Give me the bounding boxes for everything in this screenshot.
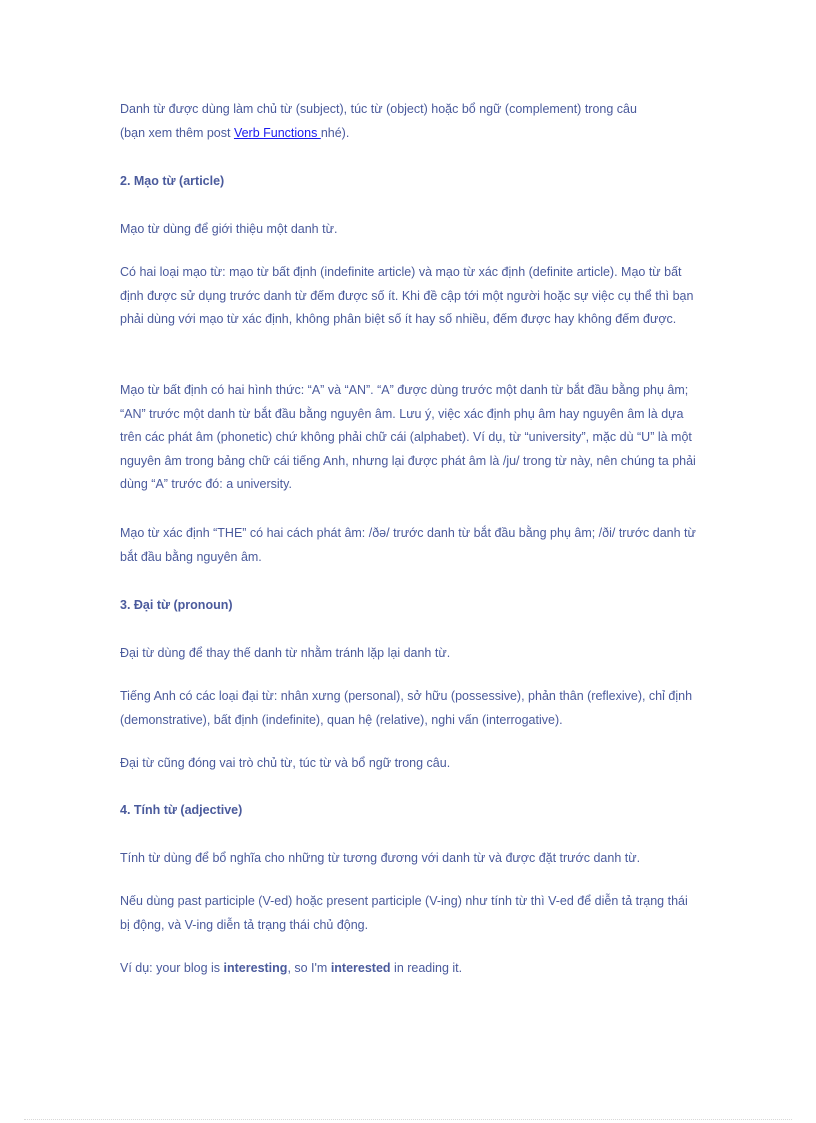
article-paragraph-1 [120,218,700,242]
adjective-p1: Tính từ dùng để bổ nghĩa cho những từ tương đương với danh từ và được đặt trước danh từ. [120,851,641,865]
adjective-paragraph-2 [120,890,700,937]
article-p2: Có hai loại mạo từ: mạo từ bất định (indefinite article) và mạo từ xác định (definite article). Mạo từ bất định được sử dụng trước danh từ đếm được số ít. Khi đề cập tới một người hoặc sự việc cụ thể thì bạn phải dùng với mạo từ xác định, không phân biệt số ít hay số nhiều, đếm được hay không đếm được. [120,265,694,326]
pronoun-paragraph-3 [120,752,700,776]
example-bold-interesting: interesting [223,961,288,975]
pronoun-paragraph-1 [120,642,700,666]
adjective-paragraph-1 [120,847,700,871]
section-article-heading [120,170,700,194]
pronoun-p3: Đại từ cũng đóng vai trò chủ từ, túc từ và bổ ngữ trong câu. [120,756,451,770]
example-text-middle: , so I'm [287,961,331,975]
adjective-example [120,957,700,981]
pronoun-paragraph-2 [120,685,700,732]
article-p3: Mạo từ bất định có hai hình thức: “A” và “AN”. “A” được dùng trước một danh từ bắt đầu bằng phụ âm; “AN” trước một danh từ bắt đầu bằng nguyên âm. Lưu ý, việc xác định phụ âm hay nguyên âm là dựa trên các phát âm (phonetic) chứ không phải chữ cái (alphabet). Ví dụ, từ “university”, mặc dù “U” là một nguyên âm trong bảng chữ cái tiếng Anh, nhưng lại được phát âm là /ju/ trong từ này, nên chúng ta phải dùng “A” trước đó: a university. [120,383,696,491]
adjective-p2: Nếu dùng past participle (V-ed) hoặc present participle (V-ing) như tính từ thì V-ed để diễn tả trạng thái bị động, và V-ing diễn tả trạng thái chủ động. [120,894,688,932]
article-p4: Mạo từ xác định “THE” có hai cách phát âm: /ðə/ trước danh từ bắt đầu bằng phụ âm; /ði/ trước danh từ bắt đầu bằng nguyên âm. [120,526,696,564]
intro-line-1: Danh từ được dùng làm chủ từ (subject), túc từ (object) hoặc bổ ngữ (complement) trong câu [120,102,637,116]
page-bottom-divider [24,1119,792,1120]
example-text-end: in reading it. [390,961,463,975]
article-paragraph-4 [120,522,700,569]
article-paragraph-2 [120,261,700,332]
article-paragraph-3 [120,379,700,497]
article-heading: 2. Mạo từ (article) [120,174,225,188]
intro-line-2-text: (bạn xem thêm post [120,125,234,140]
pronoun-heading: 3. Đại từ (pronoun) [120,598,233,612]
pronoun-p2: Tiếng Anh có các loại đại từ: nhân xưng (personal), sở hữu (possessive), phản thân (reflexive), chỉ định (demonstrative), bất định (indefinite), quan hệ (relative), nghi vấn (interrogative). [120,689,693,727]
verb-functions-link[interactable]: Verb Functions [233,125,321,140]
example-text-start: Ví dụ: your blog is [120,961,224,975]
pronoun-p1: Đại từ dùng để thay thế danh từ nhằm tránh lặp lại danh từ. [120,646,451,660]
section-adjective-heading [120,799,700,823]
section-pronoun-heading [120,594,700,618]
intro-line-2-end: nhé). [320,125,350,140]
intro-paragraph [120,98,700,145]
article-p1: Mạo từ dùng để giới thiệu một danh từ. [120,222,338,236]
adjective-heading: 4. Tính từ (adjective) [120,803,243,817]
intro-line-2 [120,122,700,146]
adjective-example-line [120,957,700,981]
example-bold-interested: interested [330,961,391,975]
